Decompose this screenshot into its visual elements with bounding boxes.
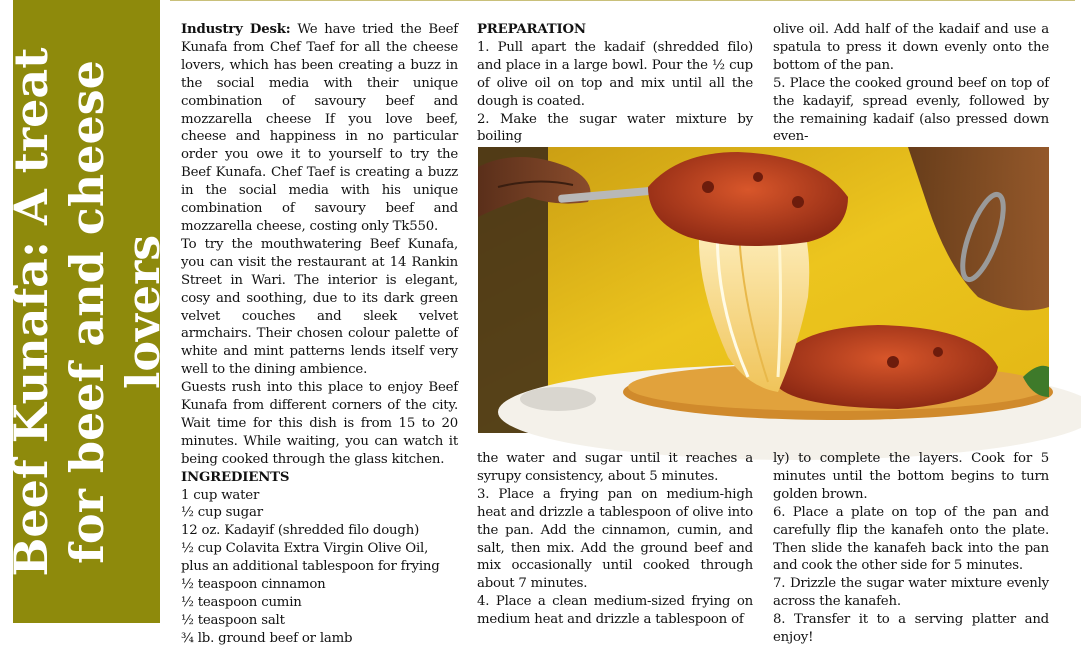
location-paragraph: To try the mouthwatering Beef Kunafa, you can visit the restaurant at 14 Rankin Street in Wari. The interior is elegant, cosy and soothing, due to its dark green velvet couches and sleek velvet armchairs. Their chosen colour palette of white and mint patterns lends itself very well to the dining ambience. [181,236,458,378]
ingredients-list [181,487,458,648]
prep-step: 6. Place a plate on top of the pan and carefully flip the kanafeh onto the plate. Then slide the kanafeh back into the pan and cook the other side for 5 minutes. [773,504,1049,574]
intro-text: We have tried the Beef Kunafa from Chef Taef for all the cheese lovers, which has been creating a buzz in the social media with their unique combination of savoury beef and mozzarella cheese If you love beef, cheese and happiness in no particular order you owe it to yourself to try the Beef Kunafa. Chef Taef is creating a buzz in the social media with his unique combination of savoury beef and mozzarella cheese, costing only Tk550. [181,22,459,234]
preparation-column-bottom-right [773,450,1049,647]
desk-label: Industry Desk: [181,22,291,37]
preparation-column-bottom-middle [477,450,753,629]
wait-time-paragraph: Guests rush into this place to enjoy Beef Kunafa from different corners of the city. Wait time for this dish is from 15 to 20 minutes. While waiting, you can watch it being cooked through the glass kitchen. [181,380,458,467]
ingredient-item: ½ teaspoon cumin [181,595,302,610]
prep-step: 8. Transfer it to a serving platter and enjoy! [773,612,1049,646]
prep-step: 2. Make the sugar water mixture by boiling [477,111,753,145]
prep-step: 7. Drizzle the sugar water mixture evenly across the kanafeh. [773,576,1049,610]
preparation-column-top-middle [477,21,753,146]
ingredient-item: ½ teaspoon salt [181,612,285,628]
ingredient-item: ½ cup sugar [181,505,263,521]
ingredient-item: ½ cup Colavita Extra Virgin Olive Oil, plus an additional tablespoon for frying [181,541,440,575]
preparation-column-top-right [773,21,1049,146]
prep-step: 4. Place a clean medium-sized frying on medium heat and drizzle a tablespoon of [477,594,753,628]
prep-step: ly) to complete the layers. Cook for 5 minutes until the bottom begins to turn golden brown. [773,451,1049,502]
intro-paragraph [181,21,458,236]
title-banner [3,0,170,623]
ingredients-heading: INGREDIENTS [181,469,290,485]
ingredient-item: ¾ lb. ground beef or lamb [181,630,353,646]
prep-step: the water and sugar until it reaches a syrupy consistency, about 5 minutes. [477,451,753,484]
article-title: Beef Kunafa: A treat for beef and cheese lovers [3,47,170,576]
ingredient-item: 12 oz. Kadayif (shredded filo dough) [181,523,420,539]
prep-step: 3. Place a frying pan on medium-high heat and drizzle a tablespoon of olive into the pan. Add the cinnamon, cumin, and salt, then mix. Add the ground beef and mix occasionally until cooked through about 7 minutes. [477,486,753,592]
prep-step: olive oil. Add half of the kadaif and use a spatula to press it down evenly onto the bottom of the pan. [773,22,1049,73]
ingredient-item: ½ teaspoon cinnamon [181,577,326,593]
top-rule [170,0,1075,1]
prep-step: 5. Place the cooked ground beef on top of the kadayif, spread evenly, followed by the remaining kadaif (also pressed down even- [773,75,1049,145]
preparation-heading: PREPARATION [477,22,586,37]
kunafa-photo [478,147,1049,433]
left-column [181,21,458,648]
prep-step: 1. Pull apart the kadaif (shredded filo) and place in a large bowl. Pour the ½ cup of olive oil on top and mix until all the dough is coated. [477,39,753,109]
ingredient-item: 1 cup water [181,487,260,503]
kunafa-cheese-pull-illustration [478,147,1049,433]
